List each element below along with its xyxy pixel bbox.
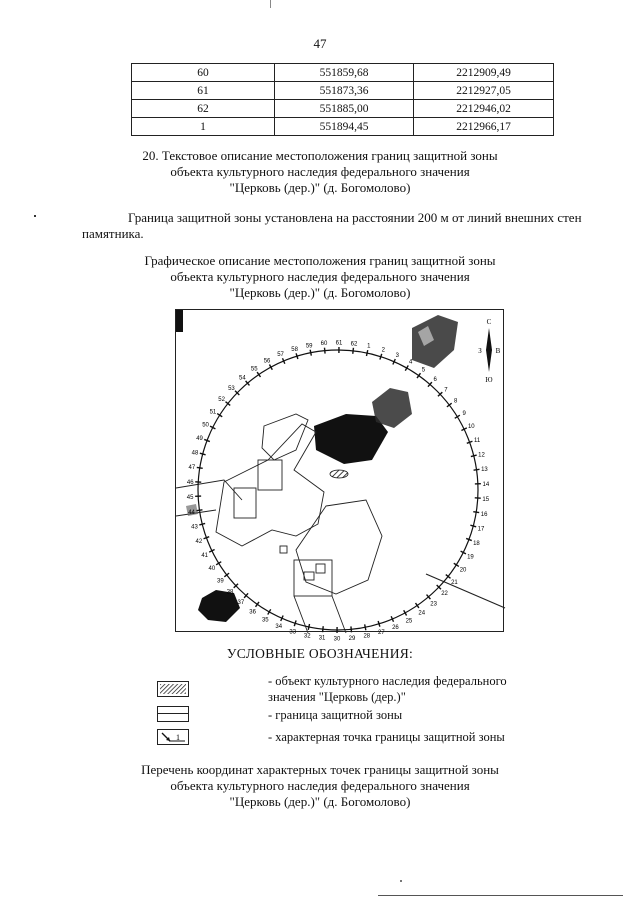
boundary-point-label: 16: [480, 511, 488, 518]
boundary-point-label: 22: [441, 591, 448, 598]
coordinates-list-heading: [0, 762, 640, 810]
road: [332, 596, 346, 633]
boundary-point-label: 35: [261, 617, 269, 624]
boundary-point-label: 24: [418, 610, 426, 617]
heading-line: Перечень координат характерных точек границы защитной зоны: [141, 762, 499, 777]
boundary-point-marker: [470, 525, 476, 527]
boundary-point-marker: [294, 620, 296, 626]
heading-line: 20. Текстовое описание местоположения границ защитной зоны: [142, 148, 498, 163]
boundary-point-label: 10: [467, 424, 475, 431]
heritage-object-church: [330, 470, 348, 478]
boundary-point-marker: [323, 626, 324, 632]
boundary-point-label: 30: [333, 636, 341, 643]
heading-line: "Церковь (дер.)" (д. Богомолово): [229, 285, 411, 300]
boundary-point-marker: [417, 373, 420, 378]
heading-line: объекта культурного наследия федерального значения: [170, 269, 470, 284]
boundary-point-label: 57: [277, 352, 284, 359]
land-plot: [216, 424, 324, 546]
boundary-point-label: 47: [188, 465, 196, 472]
y-coordinate-cell: 2212946,02: [414, 100, 554, 118]
boundary-point-label: 11: [474, 438, 481, 445]
y-coordinate-cell: 2212966,17: [414, 118, 554, 136]
compass-east: В: [495, 347, 501, 355]
graphic-description-heading: [0, 253, 640, 301]
boundary-point-marker: [467, 441, 473, 443]
legend-point-sample: 1: [176, 733, 180, 742]
boundary-point-label: 53: [228, 385, 235, 392]
boundary-point-label: 1: [367, 343, 371, 350]
land-plot: [262, 414, 308, 460]
boundary-point-label: 14: [482, 482, 490, 489]
boundary-point-marker: [365, 624, 366, 630]
boundary-point-marker: [256, 602, 259, 607]
paragraph-line: памятника.: [82, 226, 144, 241]
boundary-point-label: 62: [350, 341, 358, 348]
boundary-point-label: 42: [195, 538, 203, 545]
boundary-point-marker: [257, 372, 260, 377]
boundary-point-label: 13: [481, 467, 488, 474]
boundary-point-marker: [197, 467, 203, 468]
boundary-point-marker: [366, 350, 367, 356]
boundary-point-label: 37: [237, 600, 245, 607]
boundary-point-label: 26: [392, 624, 399, 631]
tree-cover: [372, 388, 412, 428]
boundary-point-label: 15: [482, 496, 490, 503]
y-coordinate-cell: 2212927,05: [414, 82, 554, 100]
boundary-point-marker: [296, 353, 298, 359]
boundary-point-label: 39: [217, 578, 224, 585]
y-coordinate-cell: 2212909,49: [414, 64, 554, 82]
boundary-point-marker: [308, 624, 309, 630]
scan-mark: [378, 895, 623, 896]
building: [234, 488, 256, 518]
boundary-point-marker: [416, 603, 419, 608]
boundary-point-label: 28: [363, 633, 371, 640]
boundary-point-label: 27: [378, 630, 385, 637]
coordinates-table: [131, 63, 554, 136]
point-number-cell: 1: [132, 118, 275, 136]
heading-line: объекта культурного наследия федерального значения: [170, 778, 470, 793]
boundary-point-label: 50: [202, 422, 209, 429]
boundary-point-label: 12: [478, 452, 485, 459]
boundary-point-label: 5: [421, 367, 426, 374]
boundary-point-label: 48: [191, 450, 199, 457]
boundary-point-label: 46: [186, 480, 194, 487]
scan-edge-mark: [176, 310, 183, 332]
table-row: [132, 82, 554, 100]
table-row: [132, 118, 554, 136]
boundary-point-marker: [324, 348, 325, 354]
boundary-point-label: 58: [291, 346, 298, 353]
boundary-point-marker: [197, 510, 203, 511]
boundary-point-marker: [204, 537, 210, 539]
legend-title: УСЛОВНЫЕ ОБОЗНАЧЕНИЯ:: [226, 646, 414, 661]
boundary-point-label: 43: [191, 524, 198, 531]
map-canvas: [176, 310, 505, 643]
boundary-point-label: 45: [186, 494, 194, 501]
legend-point-label: - характерная точка границы защитной зоны: [268, 730, 505, 744]
boundary-point-label: 56: [263, 358, 271, 365]
boundary-point-label: 32: [303, 633, 311, 640]
building: [280, 546, 287, 553]
boundary-point-marker: [474, 469, 480, 470]
boundary-point-label: 18: [473, 540, 480, 547]
compass-south: Ю: [485, 376, 493, 384]
tree-cover: [412, 315, 458, 368]
page-number: 47: [313, 36, 327, 51]
point-number-cell: 62: [132, 100, 275, 118]
heading-line: "Церковь (дер.)" (д. Богомолово): [229, 794, 411, 809]
building: [258, 460, 282, 490]
boundary-point-label: 51: [209, 409, 217, 416]
boundary-point-marker: [380, 354, 382, 360]
heading-line: объекта культурного наследия федерального значения: [170, 164, 470, 179]
heading-line: "Церковь (дер.)" (д. Богомолово): [229, 180, 411, 195]
boundary-point-label: 36: [249, 609, 256, 616]
scan-mark: [34, 215, 36, 217]
compass-west: З: [478, 347, 482, 355]
boundary-point-marker: [310, 350, 311, 356]
boundary-point-marker: [353, 348, 354, 354]
boundary-point-marker: [378, 621, 380, 627]
boundary-point-label: 40: [208, 565, 216, 572]
boundary-point-label: 8: [453, 398, 458, 405]
compass-north: С: [486, 318, 492, 326]
boundary-point-label: 59: [305, 343, 313, 350]
boundary-point-label: 38: [226, 589, 234, 596]
boundary-point-label: 52: [218, 397, 225, 404]
boundary-point-label: 19: [467, 554, 474, 561]
boundary-point-label: 54: [239, 375, 246, 382]
tree-cover: [198, 590, 240, 622]
boundary-point-label: 2: [381, 347, 385, 354]
boundary-point-label: 44: [188, 509, 195, 516]
road: [426, 574, 505, 608]
table-row: [132, 64, 554, 82]
protection-zone-map: [175, 309, 504, 643]
boundary-point-label: 55: [250, 366, 258, 373]
boundary-point-label: 31: [318, 635, 326, 642]
building: [316, 564, 325, 573]
boundary-point-label: 60: [320, 341, 328, 348]
boundary-point-label: 49: [196, 436, 203, 443]
section-20-heading: [0, 148, 640, 196]
boundary-point-label: 41: [201, 552, 209, 559]
boundary-point-label: 20: [459, 567, 467, 574]
boundary-point-label: 9: [462, 411, 466, 418]
table-row: [132, 100, 554, 118]
paragraph-line: Граница защитной зоны установлена на расстоянии 200 м от линий внешних стен: [128, 210, 582, 225]
boundary-description: [82, 210, 582, 242]
scan-mark: [270, 0, 271, 8]
boundary-point-label: 23: [430, 601, 437, 608]
boundary-point-label: 21: [451, 579, 458, 586]
x-coordinate-cell: 551873,36: [275, 82, 414, 100]
x-coordinate-cell: 551885,00: [275, 100, 414, 118]
boundary-point-label: 29: [348, 635, 356, 642]
point-number-cell: 61: [132, 82, 275, 100]
north-arrow-icon: [478, 318, 500, 384]
boundary-point-label: 25: [405, 618, 413, 625]
boundary-point-label: 7: [444, 387, 448, 394]
boundary-point-marker: [471, 455, 477, 456]
boundary-point-marker: [199, 523, 205, 524]
boundary-point-marker: [473, 512, 479, 513]
boundary-point-label: 17: [477, 526, 485, 533]
legend-boundary-swatch: [157, 706, 189, 722]
legend-point-swatch: [157, 729, 189, 745]
road: [294, 596, 308, 633]
boundary-point-marker: [204, 439, 210, 441]
legend-heritage-swatch: [157, 681, 189, 697]
legend-heritage-label: - объект культурного наследия федерального значения "Церковь (дер.)": [268, 674, 507, 704]
boundary-point-marker: [200, 453, 206, 455]
boundary-point-marker: [351, 626, 352, 632]
x-coordinate-cell: 551859,68: [275, 64, 414, 82]
x-coordinate-cell: 551894,45: [275, 118, 414, 136]
boundary-point-icon: [158, 730, 188, 744]
building: [304, 572, 314, 580]
legend-boundary-label: - граница защитной зоны: [268, 708, 403, 722]
boundary-point-label: 4: [409, 359, 413, 366]
boundary-point-label: 61: [335, 340, 343, 347]
boundary-point-label: 3: [395, 352, 399, 359]
boundary-point-label: 33: [289, 629, 297, 636]
point-number-cell: 60: [132, 64, 275, 82]
boundary-point-label: 6: [433, 376, 437, 383]
boundary-point-marker: [466, 538, 472, 540]
scan-mark: [400, 880, 402, 882]
heading-line: Графическое описание местоположения границ защитной зоны: [144, 253, 496, 268]
boundary-point-label: 34: [275, 624, 283, 631]
